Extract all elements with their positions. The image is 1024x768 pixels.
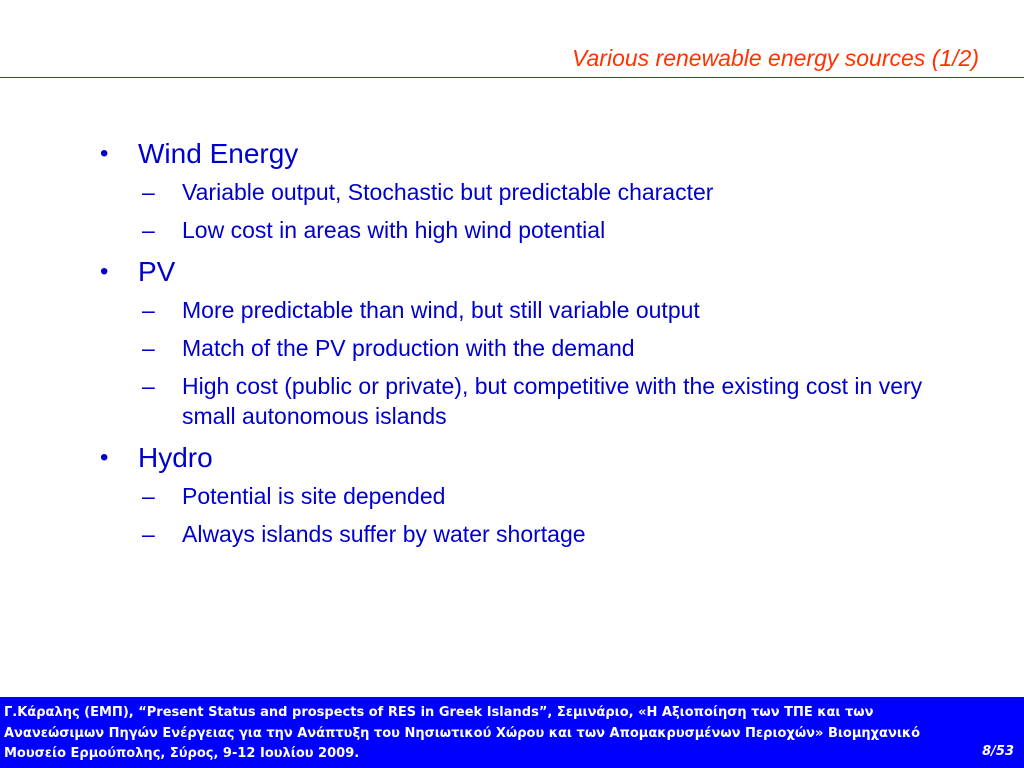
sub-bullet-text: More predictable than wind, but still variable output: [182, 297, 700, 323]
sub-bullet-text: Always islands suffer by water shortage: [182, 521, 586, 547]
sub-bullet-text: Low cost in areas with high wind potential: [182, 217, 606, 243]
dash-icon: –: [142, 297, 155, 323]
bullet-item-pv: [100, 253, 980, 431]
dash-icon: –: [142, 217, 155, 243]
dash-icon: –: [142, 373, 155, 399]
sub-bullet-item: [100, 177, 980, 207]
sub-bullet-list: [100, 481, 980, 549]
bullet-item-hydro: [100, 439, 980, 549]
sub-bullet-text: High cost (public or private), but competitive with the existing cost in very small autonomous islands: [182, 373, 923, 429]
bullet-icon: •: [100, 140, 109, 167]
sub-bullet-item: [100, 215, 980, 245]
footer-citation: Γ.Κάραλης (ΕΜΠ), “Present Status and prospects of RES in Greek Islands”, Σεμινάριο, «Η Αξιοποίηση των ΤΠΕ και των Ανανεώσιμων Πηγών Ενέργειας για την Ανάπτυξη του Νησιωτικού Χώρου και των Απομακρυσμένων Περιοχών» Βιομηχανικό Μουσείο Ερμούπολης, Σύρος, 9-12 Ιουλίου 2009.: [4, 705, 921, 761]
bullet-item-wind-energy: [100, 135, 980, 245]
bullet-text: Hydro: [138, 442, 213, 473]
bullet-icon: •: [100, 444, 109, 471]
sub-bullet-text: Potential is site depended: [182, 483, 446, 509]
bullet-icon: •: [100, 258, 109, 285]
sub-bullet-list: [100, 295, 980, 431]
title-divider: [0, 77, 1024, 78]
bullet-text: PV: [138, 256, 176, 287]
dash-icon: –: [142, 521, 155, 547]
dash-icon: –: [142, 483, 155, 509]
bullet-row: [100, 253, 980, 291]
dash-icon: –: [142, 179, 155, 205]
sub-bullet-text: Match of the PV production with the demand: [182, 335, 635, 361]
bullet-list: [100, 135, 980, 549]
bullet-text: Wind Energy: [138, 138, 299, 169]
sub-bullet-item: [100, 519, 980, 549]
sub-bullet-text: Variable output, Stochastic but predictable character: [182, 179, 714, 205]
page-number: 8/53: [982, 744, 1014, 759]
sub-bullet-item: [100, 481, 980, 511]
bullet-row: [100, 135, 980, 173]
dash-icon: –: [142, 335, 155, 361]
slide-title: Various renewable energy sources (1/2): [572, 45, 979, 71]
sub-bullet-item: [100, 295, 980, 325]
sub-bullet-item: [100, 333, 980, 363]
footer-bar: [0, 697, 1024, 768]
bullet-row: [100, 439, 980, 477]
sub-bullet-list: [100, 177, 980, 245]
sub-bullet-item: [100, 371, 980, 431]
